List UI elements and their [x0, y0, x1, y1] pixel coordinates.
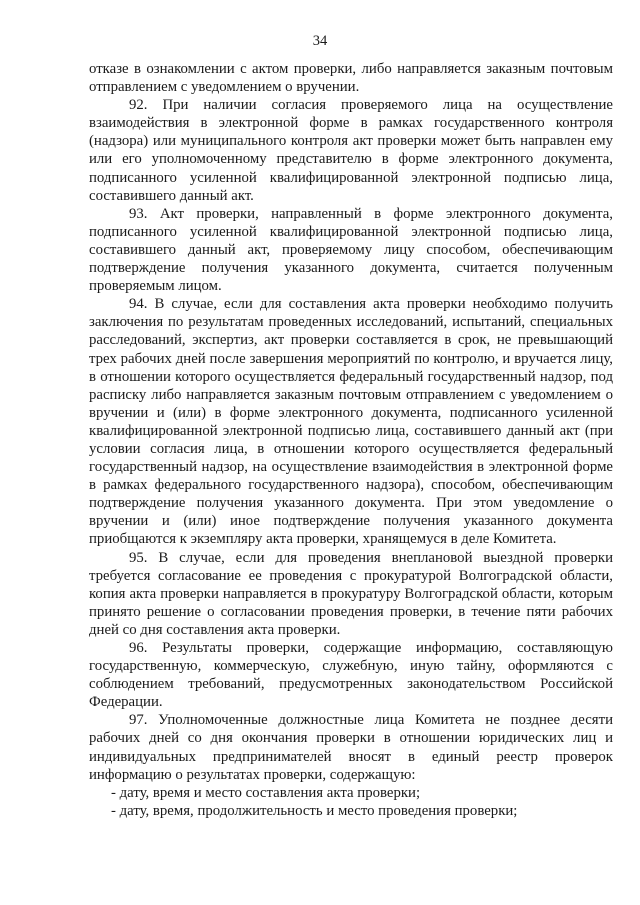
- paragraph-97: 97. Уполномоченные должностные лица Комитета не позднее десяти рабочих дней со дня окончания проверки в отношении юридических лиц и индивидуальных предпринимателей вносят в единый реестр проверок информацию о результатах проверки, содержащую:: [89, 712, 613, 783]
- list-item: - дату, время и место составления акта проверки;: [111, 784, 421, 801]
- page-number: 34: [312, 33, 328, 49]
- list-item: - дату, время, продолжительность и место проведения проверки;: [111, 802, 518, 819]
- paragraph-96: 96. Результаты проверки, содержащие информацию, составляющую государственную, коммерческую, служебную, иную тайну, оформляются с соблюдением требований, предусмотренных законодательством Российской Федерации.: [89, 640, 613, 711]
- paragraph-94: 94. В случае, если для составления акта проверки необходимо получить заключения по результатам проведенных исследований, испытаний, специальных расследований, экспертиз, акт проверки составляется в срок, не превышающий трех рабочих дней после завершения мероприятий по контролю, и вручается лицу, в отношении которого осуществляется федеральный государственный надзор, под расписку либо направляется заказным почтовым отправлением с уведомлением о вручении и (или) в форме электронного документа, подписанного усиленной квалифицированной электронной подписью лица, составившего данный акт (при условии согласия лица, в отношении которого осуществляется федеральный государственный надзор, на осуществление взаимодействия в электронной форме в рамках федерального государственного надзора), способом, обеспечивающим подтверждение получения указанного документа. При этом уведомление о вручении и (или) иное подтверждение получения указанного документа приобщаются к экземпляру акта проверки, хранящемуся в деле Комитета.: [89, 296, 613, 548]
- paragraph-95: 95. В случае, если для проведения внеплановой выездной проверки требуется согласование ее проведения с прокуратурой Волгоградской области, копия акта проверки направляется в прокуратуру Волгоградской области, которым принято решение о согласовании проведения проверки, в течение пяти рабочих дней со дня составления акта проверки.: [89, 549, 613, 638]
- document-body: [89, 60, 613, 820]
- paragraph-93: 93. Акт проверки, направленный в форме электронного документа, подписанного усиленной квалифицированной электронной подписью лица, составившего данный акт, проверяемому лицу способом, обеспечивающим подтверждение получения указанного документа, считается полученным проверяемым лицом.: [89, 205, 613, 295]
- paragraph-continuation: отказе в ознакомлении с актом проверки, либо направляется заказным почтовым отправлением с уведомлением о вручении.: [89, 61, 613, 96]
- paragraph-92: 92. При наличии согласия проверяемого лица на осуществление взаимодействия в электронной форме в рамках государственного контроля (надзора) или муниципального контроля акт проверки может быть направлен ему или его уполномоченному представителю в форме электронного документа, подписанного усиленной квалифицированной электронной подписью лица, составившего данный акт.: [89, 97, 613, 204]
